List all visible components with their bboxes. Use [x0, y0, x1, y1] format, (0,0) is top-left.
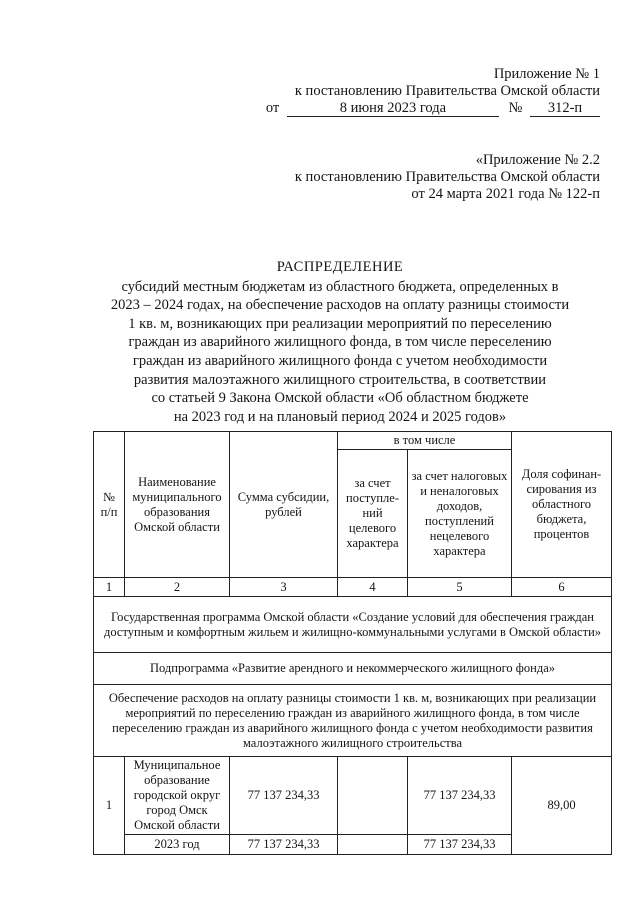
title-line: на 2023 год и на плановый период 2024 и 2025 годов»: [173, 408, 507, 425]
column-number: 3: [230, 578, 338, 597]
header-share: Доля софинан-сирования из областного бюджета, процентов: [512, 432, 612, 578]
year-tax: 77 137 234,33: [408, 835, 512, 855]
program-row: [94, 597, 612, 653]
column-number: 2: [125, 578, 230, 597]
row-municipality-name: Муниципальное образование городской округ город Омск Омской области: [125, 757, 230, 835]
previous-appendix-header: [295, 152, 600, 203]
appendix-from-label: от: [265, 100, 280, 116]
appendix-date-line: [266, 100, 600, 117]
distribution-table: [93, 431, 612, 855]
appendix-header: [266, 66, 600, 117]
measure-cell: Обеспечение расходов на оплату разницы стоимости 1 кв. м, возникающих при реализации мероприятий по переселению граждан из аварийного жилищного фонда, в том числе переселению граждан из аварийного жилищного фонда с учетом необходимости развития малоэтажного жилищного строительства: [94, 685, 612, 757]
header-row: [94, 432, 612, 450]
row-targeted: [338, 757, 408, 835]
title-line: 2023 – 2024 годах, на обеспечение расходов на оплату разницы стоимости: [110, 297, 570, 314]
header-sum: Сумма субсидии, рублей: [230, 432, 338, 578]
measure-row: [94, 685, 612, 757]
year-targeted: [338, 835, 408, 855]
appendix-date: 8 июня 2023 года: [287, 101, 499, 117]
title-line: граждан из аварийного жилищного фонда, в том числе переселению: [128, 334, 552, 351]
subprogram-row: [94, 653, 612, 685]
appendix-number-label: №: [508, 100, 523, 116]
column-number: 4: [338, 578, 408, 597]
row-share: 89,00: [512, 757, 612, 855]
column-number-row: [94, 578, 612, 597]
appendix-title: Приложение № 1: [493, 66, 600, 82]
previous-appendix-title: «Приложение № 2.2: [475, 152, 600, 168]
title-line: субсидий местным бюджетам из областного бюджета, определенных в: [121, 278, 559, 295]
year-label: 2023 год: [125, 835, 230, 855]
column-number: 1: [94, 578, 125, 597]
previous-appendix-resolution: к постановлению Правительства Омской области: [294, 169, 600, 185]
row-sum: 77 137 234,33: [230, 757, 338, 835]
document-title: [70, 258, 610, 426]
previous-appendix-date: от 24 марта 2021 года № 122-п: [411, 186, 600, 202]
title-line: граждан из аварийного жилищного фонда с учетом необходимости: [132, 352, 548, 369]
row-tax: 77 137 234,33: [408, 757, 512, 835]
header-num: № п/п: [94, 432, 125, 578]
row-num: 1: [94, 757, 125, 855]
column-number: 5: [408, 578, 512, 597]
column-number: 6: [512, 578, 612, 597]
title-line: со статьей 9 Закона Омской области «Об областном бюджете: [151, 390, 529, 407]
appendix-resolution: к постановлению Правительства Омской области: [294, 83, 600, 99]
appendix-number: 312-п: [530, 101, 600, 117]
header-including: в том числе: [338, 432, 512, 450]
year-sum: 77 137 234,33: [230, 835, 338, 855]
subprogram-cell: Подпрограмма «Развитие арендного и некоммерческого жилищного фонда»: [94, 653, 612, 685]
title-line: развития малоэтажного жилищного строительства, в соответствии: [133, 371, 547, 388]
title-line: 1 кв. м, возникающих при реализации мероприятий по переселению: [128, 315, 552, 332]
title-main: РАСПРЕДЕЛЕНИЕ: [276, 259, 404, 275]
header-name: Наименование муниципального образования Омской области: [125, 432, 230, 578]
table-row: [94, 757, 612, 835]
program-cell: Государственная программа Омской области «Создание условий для обеспечения граждан доступным и комфортным жильем и жилищно-коммунальными услугами в Омской области»: [94, 597, 612, 653]
header-tax: за счет налоговых и неналоговых доходов, поступлений нецелевого характера: [408, 450, 512, 578]
header-targeted: за счет поступле-ний целевого характера: [338, 450, 408, 578]
